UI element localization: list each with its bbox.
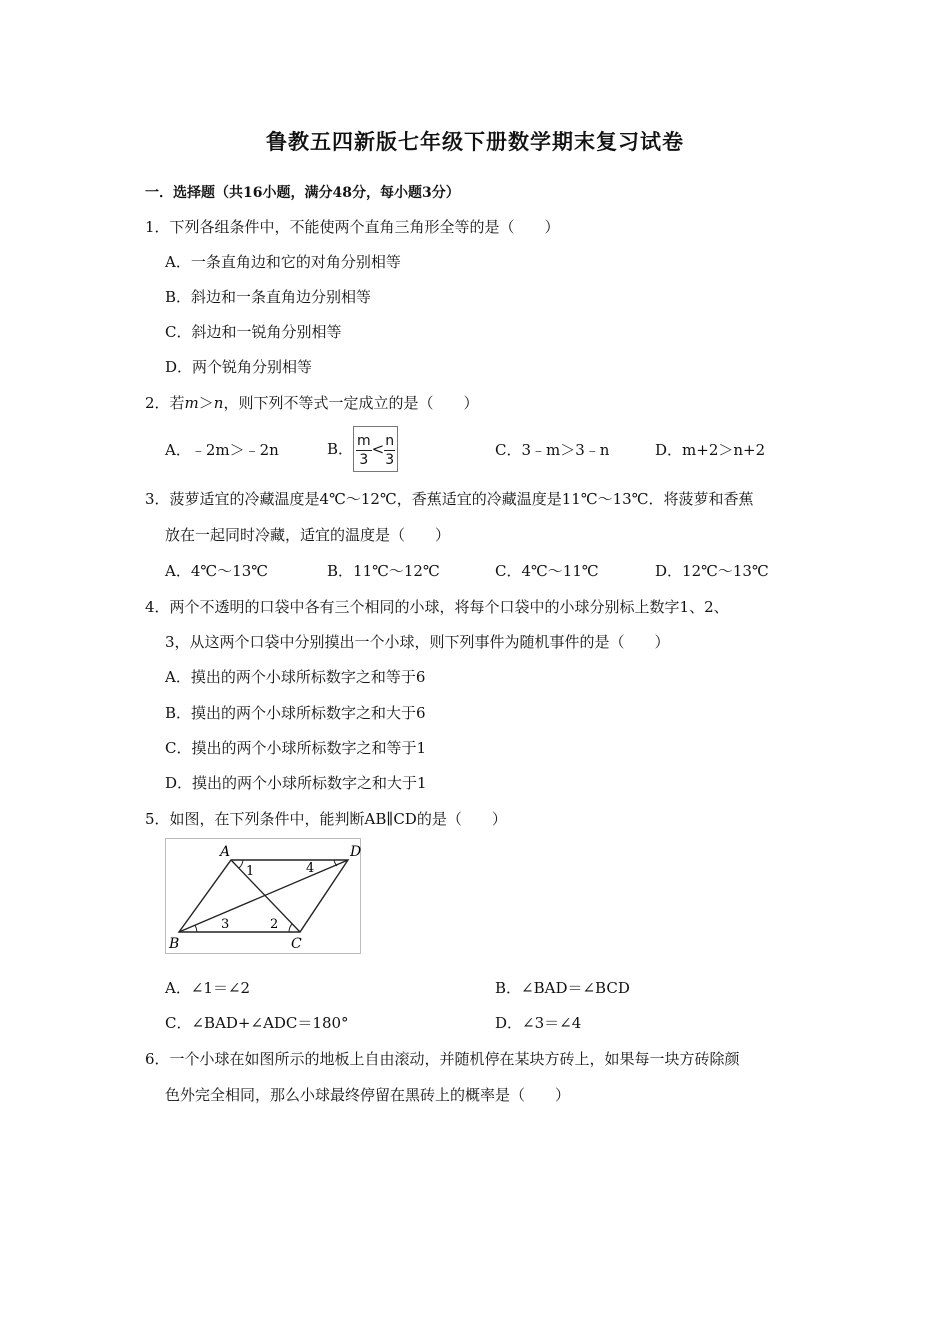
question-2-stem-pre: 2．若: [145, 394, 185, 412]
fraction-n-over-3: [384, 432, 395, 469]
question-4-option-c: C．摸出的两个小球所标数字之和等于1: [165, 739, 427, 757]
question-6-stem-line-1: 6．一个小球在如图所示的地板上自由滚动，并随机停在某块方砖上，如果每一块方砖除颜: [145, 1050, 740, 1068]
question-1-option-c: C．斜边和一锐角分别相等: [165, 323, 342, 341]
question-3-option-a: A．4℃～13℃: [165, 562, 269, 580]
fraction-box: [353, 426, 398, 472]
angle-label-1: 1: [246, 864, 255, 879]
fraction-numerator: n: [385, 432, 395, 449]
question-1-stem: 1．下列各组条件中，不能使两个直角三角形全等的是（ ）: [145, 218, 560, 236]
question-4-option-b: B．摸出的两个小球所标数字之和大于6: [165, 704, 426, 722]
question-2-option-d: D．m+2＞n+2: [655, 441, 766, 459]
question-2-gt: ＞: [198, 394, 214, 412]
question-3-option-b: B．11℃～12℃: [327, 562, 440, 580]
question-2-option-b-label: B．: [327, 440, 354, 458]
question-5-option-c: C．∠BAD+∠ADC＝180°: [165, 1014, 349, 1032]
vertex-label-a: A: [220, 844, 231, 860]
vertex-label-d: D: [350, 844, 361, 860]
section-heading: 一．选择题（共16小题，满分48分，每小题3分）: [145, 185, 460, 201]
vertex-label-b: B: [169, 936, 180, 952]
fraction-denominator: 3: [359, 451, 369, 468]
less-than-sign: <: [371, 440, 385, 458]
angle-2-arc: [289, 924, 292, 932]
page-title: 鲁教五四新版七年级下册数学期末复习试卷: [266, 129, 684, 154]
question-1-option-d: D．两个锐角分别相等: [165, 358, 313, 376]
question-3-option-c: C．4℃～11℃: [495, 562, 599, 580]
angle-label-4: 4: [306, 861, 315, 876]
question-5-option-d: D．∠3＝∠4: [495, 1014, 582, 1032]
question-4-stem-line-1: 4．两个不透明的口袋中各有三个相同的小球，将每个口袋中的小球分别标上数字1、2、: [145, 598, 729, 616]
question-2-option-c: C．3﹣m＞3﹣n: [495, 441, 610, 459]
angle-label-2: 2: [270, 917, 279, 932]
question-5-option-b: B．∠BAD＝∠BCD: [495, 979, 630, 997]
question-2-stem-post: ，则下列不等式一定成立的是（ ）: [223, 394, 479, 412]
question-3-option-d: D．12℃～13℃: [655, 562, 769, 580]
parallelogram-figure: [165, 838, 361, 954]
question-4-option-a: A．摸出的两个小球所标数字之和等于6: [165, 668, 426, 686]
question-6-stem-line-2: 色外完全相同，那么小球最终停留在黑砖上的概率是（ ）: [165, 1086, 571, 1104]
fraction-denominator: 3: [385, 451, 395, 468]
question-5-stem: 5．如图，在下列条件中，能判断AB∥CD的是（ ）: [145, 810, 507, 828]
question-2-option-b: [327, 426, 398, 472]
fraction-numerator: m: [357, 432, 371, 449]
question-2-stem: [145, 392, 478, 414]
question-1-option-a: A．一条直角边和它的对角分别相等: [165, 253, 401, 271]
question-1-option-b: B．斜边和一条直角边分别相等: [165, 288, 372, 306]
angle-label-3: 3: [221, 917, 230, 932]
question-2-var-m: m: [184, 394, 199, 412]
fraction-m-over-3: [356, 432, 372, 469]
question-4-stem-line-2: 3，从这两个口袋中分别摸出一个小球，则下列事件为随机事件的是（ ）: [165, 633, 670, 651]
question-4-option-d: D．摸出的两个小球所标数字之和大于1: [165, 774, 427, 792]
angle-1-arc: [239, 860, 243, 868]
question-5-option-a: A．∠1＝∠2: [165, 979, 251, 997]
question-3-stem-line-1: 3．菠萝适宜的冷藏温度是4℃～12℃，香蕉适宜的冷藏温度是11℃～13℃．将菠萝和香蕉: [145, 490, 754, 508]
question-2-var-n: n: [213, 394, 224, 412]
diagonal-ac: [231, 860, 300, 932]
question-2-option-a: A．﹣2m＞﹣2n: [165, 441, 279, 459]
question-3-stem-line-2: 放在一起同时冷藏，适宜的温度是（ ）: [165, 526, 451, 544]
angle-3-arc: [195, 925, 197, 932]
vertex-label-c: C: [291, 936, 302, 952]
